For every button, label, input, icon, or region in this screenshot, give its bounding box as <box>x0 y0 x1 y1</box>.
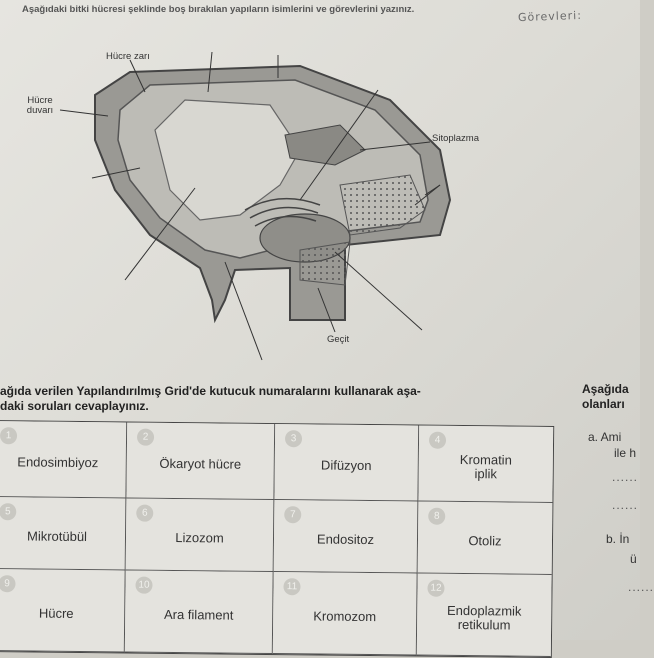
side-title-line1: Aşağıda <box>582 382 629 396</box>
side-item-a-line2: ile h <box>614 446 637 460</box>
grid-instruction-line1: ağıda verilen Yapılandırılmış Grid'de kutucuk numaralarını kullanarak aşa- <box>0 384 421 398</box>
cell-number: 1 <box>0 427 17 444</box>
cell-text: Hücre <box>38 605 74 621</box>
cell-text: Endosimbiyoz <box>17 453 99 470</box>
label-pit: Geçit <box>327 334 350 345</box>
cell-text: Kromatin iplik <box>459 451 512 481</box>
grid-cell-3[interactable] <box>274 424 419 502</box>
grid-cell-6[interactable] <box>126 498 275 572</box>
cell-number: 6 <box>136 505 153 522</box>
cell-number: 5 <box>0 503 16 520</box>
answer-dots[interactable]: ...... <box>612 470 639 484</box>
structured-grid <box>0 420 554 658</box>
grid-cell-7[interactable] <box>274 500 419 574</box>
cell-number: 7 <box>284 506 301 523</box>
grid-instruction-line2: daki soruları cevaplayınız. <box>0 399 149 413</box>
grid-cell-5[interactable] <box>0 497 126 570</box>
cell-text: Endoplazmik retikulum <box>446 602 522 633</box>
cell-number: 10 <box>135 577 152 594</box>
cell-text: Difüzyon <box>320 457 372 473</box>
cell-number: 11 <box>283 578 300 595</box>
diagram-instruction: Aşağıdaki bitki hücresi şeklinde boş bırakılan yapıların isimlerini ve görevlerini yazınız. <box>22 4 415 15</box>
cell-text: Endositoz <box>316 530 375 547</box>
cell-number: 8 <box>428 508 445 525</box>
side-item-a-line1: a. Ami <box>588 430 622 444</box>
grid-cell-11[interactable] <box>273 572 418 656</box>
cell-number: 9 <box>0 575 16 592</box>
cell-text: Ökaryot hücre <box>159 455 242 472</box>
side-column-title <box>582 382 629 412</box>
side-title-line2: olanları <box>582 397 625 411</box>
grid-cell-10[interactable] <box>125 570 274 654</box>
label-cytoplasm: Sitoplazma <box>432 133 479 144</box>
grid-cell-8[interactable] <box>418 502 553 575</box>
cell-text: Lizozom <box>175 529 224 546</box>
handwritten-note: Görevleri: <box>517 8 583 25</box>
cell-text: Mikrotübül <box>26 527 88 544</box>
er-region <box>300 242 350 285</box>
answer-dots[interactable]: ...... <box>628 580 654 594</box>
cell-text: Otoliz <box>468 532 502 548</box>
side-item-b-line2: ü <box>630 552 637 566</box>
grid-cell-1[interactable] <box>0 421 127 498</box>
cell-number: 3 <box>285 430 302 447</box>
grid-cell-2[interactable] <box>126 422 275 500</box>
cell-text: Ara filament <box>163 606 234 623</box>
cell-number: 12 <box>427 580 444 597</box>
cell-number: 4 <box>429 432 446 449</box>
grid-cell-12[interactable] <box>417 574 552 657</box>
grid-cell-4[interactable] <box>418 426 553 503</box>
cell-number: 2 <box>137 429 154 446</box>
grid-cell-9[interactable] <box>0 569 126 652</box>
cell-text: Kromozom <box>313 607 377 624</box>
label-cell-membrane: Hücre zarı <box>106 51 150 62</box>
answer-dots[interactable]: ...... <box>612 498 639 512</box>
grid-instruction <box>0 384 560 414</box>
side-item-b-line1: b. İn <box>606 532 630 546</box>
label-cell-wall: Hücre duvarı <box>26 95 54 116</box>
